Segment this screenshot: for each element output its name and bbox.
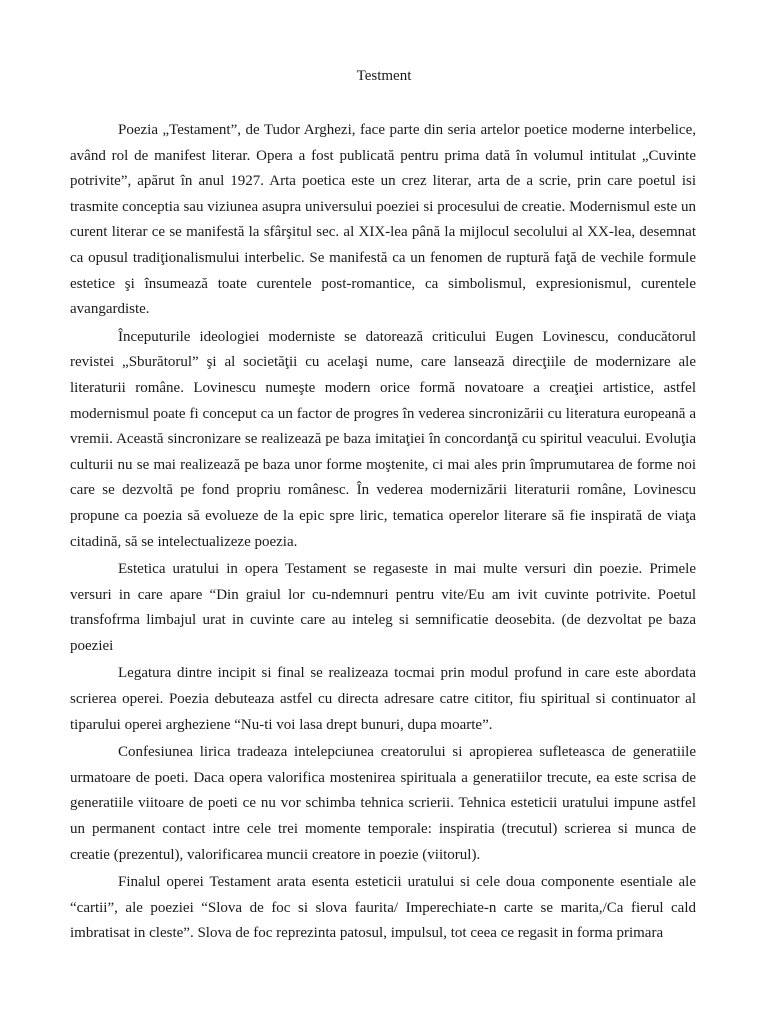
paragraph-3: Estetica uratului in opera Testament se regaseste in mai multe versuri din poezie. Primele versuri in care apare “Din graiul lor cu-ndemnuri pentru vite/Eu am ivit cuvinte potrivite. Poetul transfofrma limbajul urat in cuvinte care au inteleg si semnificatie deosebita. (de dezvoltat pe baza poeziei xyxy=(70,561,696,654)
document-body xyxy=(70,118,696,949)
paragraph-5: Confesiunea lirica tradeaza intelepciunea creatorului si apropierea sufleteasca de generatiile urmatoare de poeti. Daca opera valorifica mostenirea spirituala a generatiilor trecute, ea este scrisa de generatiile viitoare de poeti ce nu vor schimba tehnica scrierii. Tehnica esteticii uratului impune astfel un permanent contact intre cele trei momente temporale: inspiratia (trecutul) scrierea si munca de creatie (prezentul), valorificarea muncii creatore in poezie (viitorul). xyxy=(70,744,696,863)
paragraph-2: Începuturile ideologiei moderniste se datorează criticului Eugen Lovinescu, conducătorul revistei „Sburătorul” şi al societăţii cu acelaşi nume, care lansează direcţiile de modernizare ale literaturii române. Lovinescu numeşte modern orice formă novatoare a creaţiei artistice, astfel modernismul poate fi conceput ca un factor de progres în vederea sincronizării cu literatura europeană a vremii. Această sincronizare se realizează pe baza imitaţiei în concordanţă cu spiritul veacului. Evoluţia culturii nu se mai realizează pe baza unor forme moştenite, ci mai ales prin împrumutarea de forme noi care se dezvoltă pe fond propriu românesc. În vederea modernizării literaturii române, Lovinescu propune ca poezia să evolueze de la epic spre liric, tematica operelor literare să fie inspirată de viaţa citadină, să se intelectualizeze poezia. xyxy=(70,328,696,550)
paragraph-4: Legatura dintre incipit si final se realizeaza tocmai prin modul profund in care este abordata scrierea operei. Poezia debuteaza astfel cu directa adresare catre cititor, fiu spiritual si continuator al tiparului operei argheziene “Nu-ti voi lasa drept bunuri, dupa moarte”. xyxy=(70,665,696,733)
document-title: Testment xyxy=(356,68,412,84)
paragraph-6: Finalul operei Testament arata esenta esteticii uratului si cele doua componente esentiale ale “cartii”, ale poeziei “Slova de foc si slova faurita/ Imperechiate-n carte se marita,/Ca fierul cald imbratisat in cleste”. Slova de foc reprezinta patosul, impulsul, tot ceea ce regasit in forma primara xyxy=(70,874,696,942)
paragraph-1: Poezia „Testament”, de Tudor Arghezi, face parte din seria artelor poetice moderne interbelice, având rol de manifest literar. Opera a fost publicată pentru prima dată în volumul intitulat „Cuvinte potrivite”, apărut în anul 1927. Arta poetica este un crez literar, arta de a scrie, prin care poetul isi trasmite conceptia sau viziunea asupra universului poeziei si procesului de creatie. Modernismul este un curent literar ce se manifestă la sfârşitul sec. al XIX-lea până la mijlocul secolului al XX-lea, desemnat ca opusul tradiţionalismului interbelic. Se manifestă ca un fenomen de ruptură faţă de vechile formule estetice şi însumează toate curentele post-romantice, ca simbolismul, expresionismul, curentele avangardiste. xyxy=(70,122,696,318)
